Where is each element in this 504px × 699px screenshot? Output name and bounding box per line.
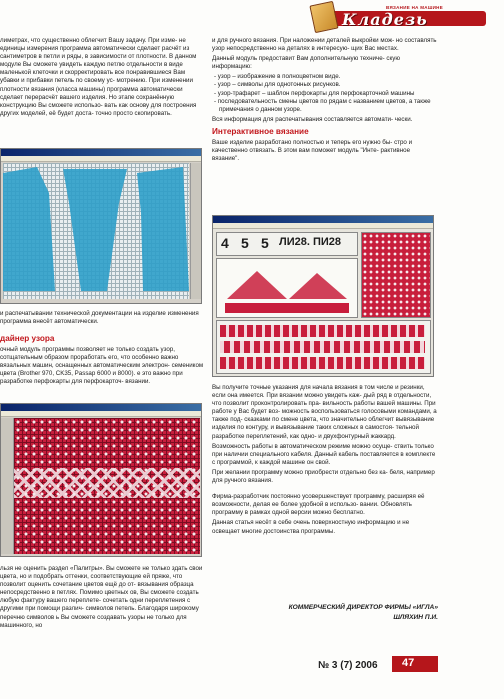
- row-counter-a: 4: [221, 235, 229, 251]
- issue-number: № 3 (7) 2006: [318, 660, 378, 671]
- left-bottom-text: [0, 565, 204, 632]
- right-paragraph-2: Данный модуль предоставит Вам дополнительную техниче- скую информацию:: [212, 55, 401, 71]
- pattern-designer-heading: дайнер узора: [0, 334, 55, 343]
- interactive-knitting-screenshot: [212, 215, 434, 377]
- knitting-diagram: [217, 259, 357, 317]
- snowflake-band: [14, 468, 200, 498]
- left-paragraph-1: лиметрах, что существенно облегчит Вашу задачу. При изме- не единицы измерения программа автоматически сделает расчёт из сантиметров в петли и ряды, в зависимости от плотности. В данном модуле Вы сможете увидеть каждую петлю отдельности в виде маленькой клеточки и скорректировать все понравившиеся Вам убавки и прибавки петель по своему ус- мотрению. При изменении плотности вязания (класса машины) программа автоматически сделает перерасчёт вашего изделия. Но этапе сохранённую конструкцию Вы сможете использо- вать как основу для построения других моделей, её будет доста- точно просто скопировать.: [0, 37, 197, 117]
- right-paragraph-3: Вся информация для распечатывания составляется автомати- чески.: [212, 115, 413, 123]
- tech-info-list: [212, 73, 438, 113]
- list-item: - последовательность смены цветов по рядам с названием цветов, а также примечания о данном узоре.: [214, 97, 431, 113]
- list-item: - узор-трафарет – шаблон перфокарты для перфокарточной машины: [214, 89, 415, 97]
- left-pattern-section: [0, 331, 204, 388]
- pattern-preview-panel: [361, 232, 431, 318]
- page-number: 47: [402, 657, 415, 669]
- right-paragraph-4: Ваше изделие разработано полностью и теперь его нужно бы- стро и качественно отвязать. В этом вам поможет модуль "Инте- рактивное вязание".: [212, 138, 413, 163]
- right-paragraph-1: и для ручного вязания. При наложении деталей выкройки мож- но составлять узор непосредственно на деталях в интересую- щих Вас местах.: [212, 37, 437, 53]
- window-menubar: [213, 223, 433, 229]
- signature-title: КОММЕРЧЕСКИЙ ДИРЕКТОР ФИРМЫ «ИГЛА»: [288, 604, 438, 611]
- toolbar-panel: [190, 163, 201, 299]
- page-number-badge: [392, 656, 438, 672]
- masthead-title: Кладезь: [342, 10, 428, 29]
- left-paragraph-2: очный модуль программы позволяет не только создать узор, сотщательным образом проработать его, что особенно важно вязальных машин, оснащенных автоматическим электрон- семеником цвета (Brother 970, CK35, Passap 6000 и 8000). е это важно при разработке перфокарты для перфокарточ- вязании.: [0, 346, 204, 386]
- sleeve-piece-shape: [63, 169, 127, 291]
- needle-range: ЛИ28. ПИ28: [279, 236, 342, 248]
- back-piece-shape: [137, 167, 189, 291]
- garment-construction-screenshot: [0, 148, 202, 304]
- diagram-panel: [216, 258, 358, 318]
- palette-panel: [1, 418, 14, 554]
- right-paragraph-7: При желании программу можно приобрести отдельно без ка- беля, например для ручного вязания.: [212, 468, 435, 485]
- right-bottom-text: [212, 384, 438, 538]
- right-paragraph-9: Данная статья несёт в себе очень поверхностную информацию и не освещает многие достоинства программы.: [212, 519, 410, 535]
- window-titlebar: [213, 216, 433, 223]
- masthead-tagline: ВЯЗАНИЕ НА МАШИНЕ: [386, 5, 444, 10]
- window-titlebar: [1, 404, 201, 411]
- right-paragraph-5: Вы получите точные указания для начала вязания в том числе и резинки, если она имеется. При вязании можно увидеть каж- дый ряд в отдельности, что позволит проконтролировать пра- вильность работы вашей машины. При работе у Вас будет воз- можность воспользоваться голосовыми командами, а также под- сказками по смене цвета, что значительно облегчит вывязывание изделия по контуру, и вывязывание таких сложных в самостоя- тельной разработке переплетений, как одно- и двухфонтурный жаккард.: [212, 384, 437, 440]
- construction-caption: и распечатывании технической документации на изделие изменения программа внесёт автоматически.: [0, 310, 199, 326]
- front-piece-shape: [3, 167, 55, 291]
- row-strip-panel: [216, 320, 431, 374]
- list-item: - узор – изображение в полноцветном виде.: [214, 73, 341, 81]
- jacquard-row-strip-1: [220, 325, 425, 337]
- masthead: [312, 2, 486, 32]
- left-top-text: [0, 37, 204, 120]
- right-paragraph-8: Фирма-разработчик постоянно усовершенствует программу, расширяя её возможности, делая ее более удобной в использо- вании. Обновлять программу в рамках одной версии можно бесплатно.: [212, 493, 425, 517]
- left-paragraph-3: льзя не оценить раздел «Палитры». Вы сможете не только здать свои цвета, но и подобрать оттенки, соответствующие ей пряже, что позволит оценить сочетание цветов ещё до от- вязывания образца непосредственно в петлях. Помимо цветных ов, Вы сможете создать любую фактуру вашего переплете- сочетать одни переплетения с другими при помощи различ- символов петель. Благодаря широкому перечню символов ь Вы сможете создавать узоры не только для машинного, но: [0, 565, 203, 629]
- garment-pattern-shapes: [3, 163, 189, 299]
- list-item: - узор – символы для однотонных рисунков.: [214, 81, 341, 89]
- jacquard-row-strip-3: [220, 357, 425, 369]
- counter-panel: [216, 232, 358, 256]
- row-counter-b: 5: [241, 235, 249, 251]
- signature-name: ШЛЯХИН П.И.: [393, 614, 438, 621]
- book-logo-icon: [309, 1, 338, 33]
- jacquard-row-strip-2: [220, 341, 425, 353]
- window-menubar: [1, 156, 201, 162]
- row-counter-c: 5: [261, 235, 269, 251]
- pattern-designer-screenshot: [0, 403, 202, 557]
- interactive-knitting-heading: Интерактивное вязание: [212, 126, 309, 136]
- window-menubar: [1, 411, 201, 417]
- window-titlebar: [1, 149, 201, 156]
- right-paragraph-6: Возможность работы в автоматическом режиме можно осуще- ствить только при наличии специального кабеля. Данный кабель поставляется в комплекте с программой, к каждой машине он свой.: [212, 442, 436, 466]
- right-top-text: [212, 37, 438, 165]
